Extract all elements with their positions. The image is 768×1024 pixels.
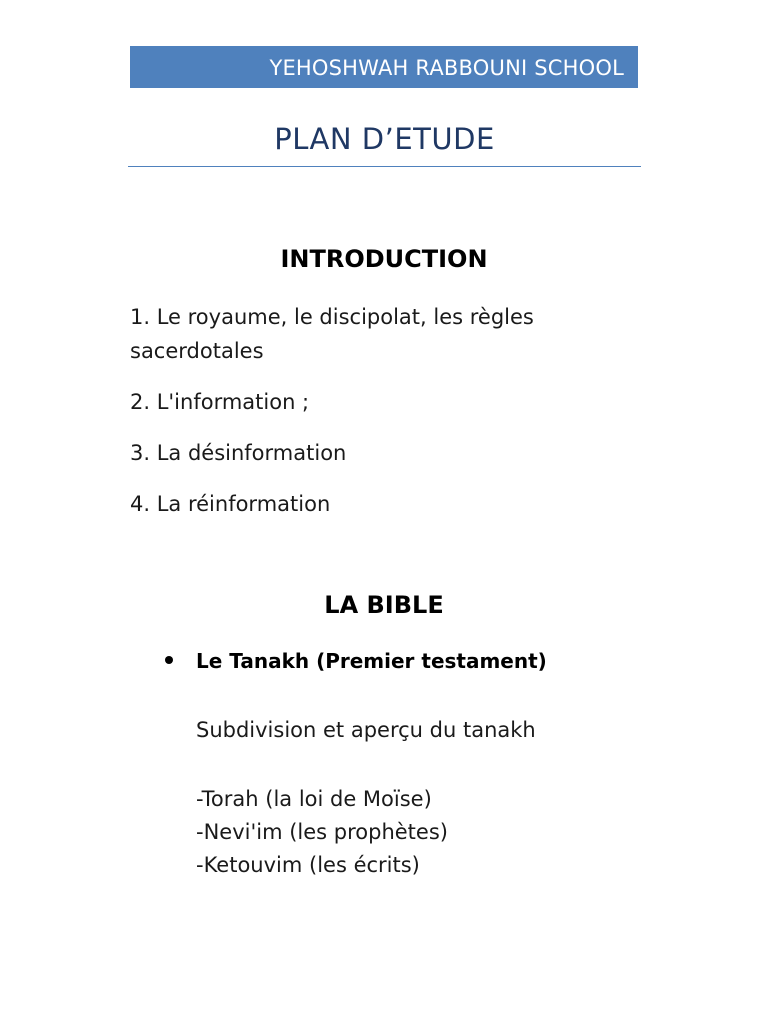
tanakh-line-neviim: -Nevi'im (les prophètes)	[196, 820, 448, 844]
tanakh-subtitle: Subdivision et aperçu du tanakh	[196, 718, 536, 742]
title-divider	[128, 166, 641, 167]
bullet-dot-icon	[165, 656, 173, 664]
introduction-item-1: 1. Le royaume, le discipolat, les règles sacerdotales	[130, 305, 534, 363]
school-banner	[130, 46, 638, 88]
introduction-item-3: 3. La désinformation	[130, 441, 347, 465]
tanakh-line-ketouvim: -Ketouvim (les écrits)	[196, 853, 420, 877]
page-title: PLAN D’ETUDE	[274, 122, 495, 156]
introduction-item-4: 4. La réinformation	[130, 492, 331, 516]
banner-text: YEHOSHWAH RABBOUNI SCHOOL	[269, 56, 624, 80]
tanakh-line-torah: -Torah (la loi de Moïse)	[196, 787, 432, 811]
introduction-heading: INTRODUCTION	[280, 245, 488, 273]
bible-heading: LA BIBLE	[324, 591, 444, 619]
introduction-item-2: 2. L'information ;	[130, 390, 310, 414]
tanakh-bullet-label: Le Tanakh (Premier testament)	[196, 649, 547, 673]
